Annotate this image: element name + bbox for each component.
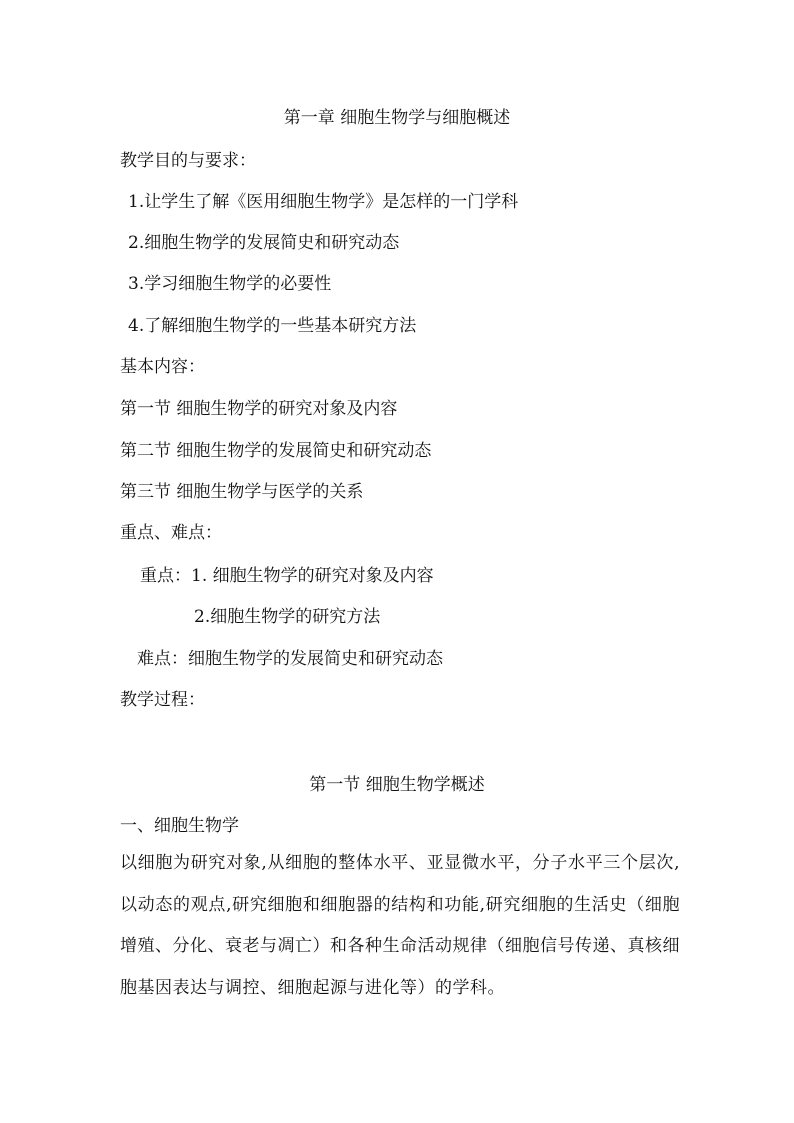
- objective-item: 4.了解细胞生物学的一些基本研究方法: [128, 316, 417, 336]
- process-heading: 教学过程：: [120, 690, 205, 710]
- objective-item: 3.学习细胞生物学的必要性: [128, 274, 332, 294]
- objective-item: 1.让学生了解《医用细胞生物学》是怎样的一门学科: [128, 192, 519, 212]
- objective-item: 2.细胞生物学的发展简史和研究动态: [128, 233, 400, 253]
- section-item: 第一节 细胞生物学的研究对象及内容: [120, 399, 398, 419]
- objectives-heading: 教学目的与要求：: [120, 151, 256, 171]
- section-item: 第三节 细胞生物学与医学的关系: [120, 482, 364, 502]
- body-paragraph: 以细胞为研究对象,从细胞的整体水平、亚显微水平，分子水平三个层次,以动态的观点,研究细胞和细胞器的结构和功能,研究细胞的生活史（细胞增殖、分化、衰老与凋亡）和各种生命活动规律（细胞信号传递、真核细胞基因表达与调控、细胞起源与进化等）的学科。: [120, 853, 680, 998]
- key-point: 2.细胞生物学的研究方法: [194, 607, 381, 627]
- chapter-title: 第一章 细胞生物学与细胞概述: [283, 108, 511, 128]
- subheading: 一、细胞生物学: [120, 816, 239, 836]
- section1-title: 第一节 细胞生物学概述: [309, 775, 485, 795]
- section-item: 第二节 细胞生物学的发展简史和研究动态: [120, 441, 432, 461]
- content-heading: 基本内容：: [120, 357, 205, 377]
- difficult-point: 难点：细胞生物学的发展简史和研究动态: [137, 649, 443, 669]
- key-points-heading: 重点、难点：: [120, 523, 222, 543]
- key-point: 重点：1. 细胞生物学的研究对象及内容: [140, 566, 434, 586]
